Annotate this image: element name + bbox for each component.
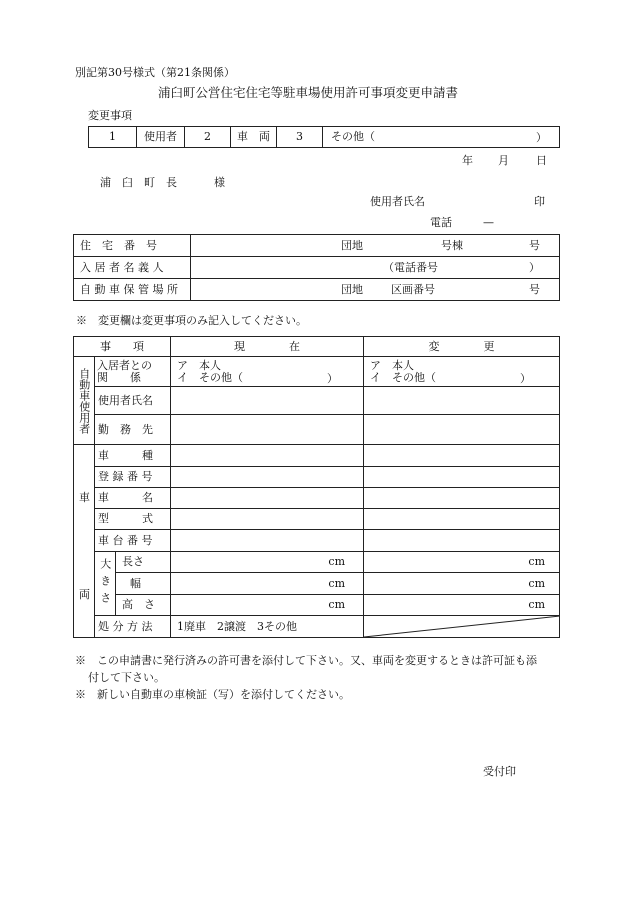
note-attach-permit-cont: 付して下さい。 (88, 671, 165, 684)
housing-room-unit: 号 (529, 239, 540, 252)
housing-building-unit: 号棟 (441, 239, 463, 252)
storage-lot-label: 区画番号 (391, 283, 435, 296)
storage-lot-unit: 号 (529, 283, 540, 296)
height-change[interactable] (364, 595, 560, 616)
change-item-number-2: 2 (185, 127, 231, 148)
group-vehicle-user: 自動車使用者 (74, 357, 95, 445)
phone-label: 電話 (430, 216, 452, 229)
tenant-phone-close: ） (529, 261, 540, 274)
size-group-label: 大きさ (95, 552, 116, 616)
group-vehicle-top: 車 (79, 491, 90, 504)
storage-place-label: 自 動 車 保 管 場 所 (74, 279, 191, 301)
relation-current[interactable] (171, 357, 364, 387)
change-items-label: 変更事項 (88, 109, 132, 122)
diagonal-strike-icon (364, 616, 560, 637)
workplace-label: 勤 務 先 (95, 415, 171, 445)
relation-label-line-1: 入居者との (97, 358, 152, 372)
header-change: 変 更 (364, 337, 560, 357)
tenant-name-label: 入 居 者 名 義 人 (74, 257, 191, 279)
height-current[interactable] (171, 595, 364, 616)
group-vehicle (74, 445, 95, 638)
relation-label-line-2: 関 係 (97, 370, 141, 384)
change-item-vehicle[interactable]: 車 両 (231, 127, 277, 148)
disposal-method-change-disabled (364, 616, 560, 638)
length-current[interactable] (171, 552, 364, 573)
relation-current-option-a[interactable]: ア 本人 (177, 358, 221, 372)
registration-number-label: 登 録 番 号 (95, 467, 171, 488)
workplace-current[interactable] (171, 415, 364, 445)
info-table (73, 234, 560, 301)
registration-number-change[interactable] (364, 467, 560, 488)
group-vehicle-bottom: 両 (79, 588, 90, 601)
height-change-unit: cm (528, 598, 545, 612)
height-label: 高 さ (116, 595, 171, 616)
phone-dash: — (483, 216, 494, 229)
registration-number-current[interactable] (171, 467, 364, 488)
relation-current-close: ） (327, 372, 338, 385)
receipt-stamp-label: 受付印 (483, 765, 516, 778)
disposal-method-label: 処 分 方 法 (95, 616, 171, 638)
chassis-number-label: 車 台 番 号 (95, 530, 171, 552)
form-title: 浦臼町公営住宅住宅等駐車場使用許可事項変更申請書 (158, 85, 459, 100)
length-label: 長さ (116, 552, 171, 573)
housing-number-label: 住 宅 番 号 (74, 235, 191, 257)
workplace-change[interactable] (364, 415, 560, 445)
tenant-name-field[interactable] (191, 257, 560, 279)
width-current[interactable] (171, 573, 364, 595)
vehicle-type-current[interactable] (171, 445, 364, 467)
seal-mark: 印 (534, 195, 545, 208)
change-items-table (88, 126, 560, 148)
chassis-number-change[interactable] (364, 530, 560, 552)
storage-estate-unit: 団地 (341, 283, 363, 296)
height-current-unit: cm (328, 598, 345, 612)
change-item-other-label: その他（ (331, 130, 375, 144)
form-number: 別記第30号様式（第21条関係） (75, 66, 235, 79)
width-change-unit: cm (528, 576, 545, 590)
width-label: 幅 (116, 573, 171, 595)
relation-change-option-b[interactable]: イ その他（ (370, 370, 436, 384)
user-name-label: 使用者氏名 (95, 387, 171, 415)
model-label: 型 式 (95, 509, 171, 530)
addressee-name: 浦 臼 町 長 (100, 176, 177, 189)
header-current: 現 在 (171, 337, 364, 357)
vehicle-type-change[interactable] (364, 445, 560, 467)
header-item: 事 項 (74, 337, 171, 357)
addressee-honorific: 様 (214, 176, 225, 189)
user-name-current[interactable] (171, 387, 364, 415)
change-item-other[interactable] (323, 127, 560, 148)
note-attach-inspection: ※ 新しい自動車の車検証（写）を添付してください。 (75, 688, 350, 701)
tenant-phone-label: （電話番号 (383, 261, 438, 274)
change-details-table (73, 336, 560, 638)
vehicle-name-current[interactable] (171, 488, 364, 509)
model-change[interactable] (364, 509, 560, 530)
applicant-name-label: 使用者氏名 (370, 195, 425, 208)
housing-estate-unit: 団地 (341, 239, 363, 252)
note-change-column: ※ 変更欄は変更事項のみ記入してください。 (76, 314, 307, 327)
change-item-user[interactable]: 使用者 (137, 127, 185, 148)
width-current-unit: cm (328, 576, 345, 590)
width-change[interactable] (364, 573, 560, 595)
note-attach-permit: ※ この申請書に発行済みの許可書を添付して下さい。又、車両を変更するときは許可証も添 (75, 654, 537, 667)
model-current[interactable] (171, 509, 364, 530)
change-item-other-close: ） (536, 131, 547, 144)
change-item-number-1: 1 (89, 127, 137, 148)
relation-label (95, 357, 171, 387)
change-item-number-3: 3 (277, 127, 323, 148)
date-year: 年 (462, 154, 473, 167)
storage-place-field[interactable] (191, 279, 560, 301)
vehicle-name-label: 車 名 (95, 488, 171, 509)
length-change-unit: cm (528, 555, 545, 569)
vehicle-name-change[interactable] (364, 488, 560, 509)
length-change[interactable] (364, 552, 560, 573)
date-day: 日 (536, 154, 547, 167)
vehicle-type-label: 車 種 (95, 445, 171, 467)
relation-change-option-a[interactable]: ア 本人 (370, 358, 414, 372)
housing-number-field[interactable] (191, 235, 560, 257)
date-month: 月 (498, 154, 509, 167)
relation-current-option-b[interactable]: イ その他（ (177, 370, 243, 384)
relation-change[interactable] (364, 357, 560, 387)
user-name-change[interactable] (364, 387, 560, 415)
disposal-method-options[interactable]: 1廃車 2譲渡 3その他 (171, 616, 364, 638)
relation-change-close: ） (520, 372, 531, 385)
length-current-unit: cm (328, 555, 345, 569)
chassis-number-current[interactable] (171, 530, 364, 552)
